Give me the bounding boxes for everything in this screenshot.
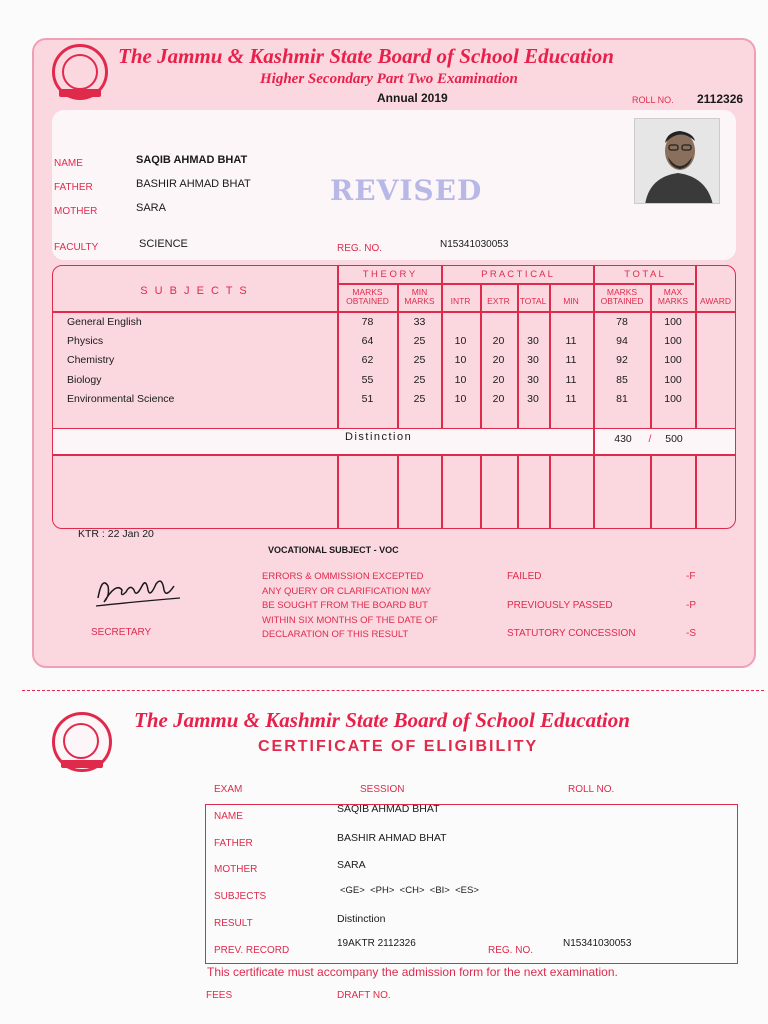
award-header: AWARD: [699, 296, 731, 306]
row-practical-total: 30: [527, 392, 539, 405]
row-practical-intr: 10: [454, 373, 467, 386]
max-marks-header: MAX MARKS: [657, 287, 689, 306]
row-theory-obtained: 62: [361, 354, 374, 367]
cert-father-label: FATHER: [214, 838, 253, 849]
row-theory-min: 25: [413, 335, 426, 348]
roll-number: 2112326: [697, 92, 744, 106]
student-name: SAQIB AHMAD BHAT: [136, 154, 248, 166]
legend-failed: FAILED: [507, 571, 542, 582]
theory-obtained-header: MARKS OBTAINED: [346, 287, 389, 306]
grand-total-slash: /: [648, 433, 652, 445]
result-distinction: Distinction: [345, 431, 413, 443]
cert-exam-label: EXAM: [214, 784, 243, 795]
father-label: FATHER: [54, 182, 93, 193]
row-total-obtained: 81: [616, 392, 628, 405]
exam-title: Higher Secondary Part Two Examination: [260, 71, 518, 87]
cert-father: BASHIR AHMAD BHAT: [337, 832, 447, 844]
cert-session-label: SESSION: [360, 784, 405, 795]
cert-reg-number: N15341030053: [563, 938, 632, 949]
revised-stamp: REVISED: [330, 174, 483, 207]
row-practical-intr: 10: [454, 392, 467, 405]
row-total-obtained: 78: [616, 316, 628, 328]
secretary-label: SECRETARY: [91, 627, 152, 638]
mother-label: MOTHER: [54, 206, 98, 217]
row-practical-total: 30: [527, 354, 539, 367]
legend-previously-passed-code: -P: [686, 600, 696, 611]
total-obtained-header: MARKS OBTAINED: [600, 287, 644, 306]
cert-subjects-label: SUBJECTS: [214, 891, 267, 902]
row-practical-min: 11: [565, 335, 577, 348]
cert-draft-label: DRAFT NO.: [337, 990, 391, 1001]
roll-label: ROLL NO.: [632, 95, 674, 105]
grand-total-max: 500: [665, 433, 683, 445]
practical-min-header: MIN: [563, 296, 579, 306]
row-theory-obtained: 64: [361, 335, 374, 348]
errors-note: ERRORS & OMMISSION EXCEPTED ANY QUERY OR CLARIFICATION MAY BE SOUGHT FROM THE BOARD BUT WITHIN SIX MONTHS OF THE DATE OF DECLARATION OF THIS RESULT: [262, 571, 438, 640]
faculty-value: SCIENCE: [139, 238, 188, 250]
row-practical-total: 30: [527, 373, 539, 386]
practical-total-header: TOTAL: [519, 296, 547, 306]
theory-min-header: MIN MARKS: [404, 287, 435, 306]
row-subject: Chemistry: [67, 354, 115, 367]
row-practical-min: 11: [565, 373, 577, 386]
theory-header: T H E O R Y: [362, 269, 416, 280]
row-theory-min: 33: [413, 316, 426, 328]
certificate-details-box: [205, 804, 738, 964]
secretary-signature: [92, 568, 184, 615]
row-total-obtained: 85: [616, 373, 628, 386]
row-total-obtained: 94: [616, 335, 628, 348]
cert-subjects: <GE> <PH> <CH> <BI> <ES>: [340, 885, 479, 896]
vocational-note: VOCATIONAL SUBJECT - VOC: [268, 545, 399, 555]
row-max-marks: 100: [664, 316, 682, 328]
perforation-line: [22, 690, 764, 691]
practical-header: P R A C T I C A L: [481, 269, 553, 280]
cert-reg-label: REG. NO.: [488, 945, 534, 956]
father-name: BASHIR AHMAD BHAT: [136, 178, 251, 190]
row-practical-extr: 20: [492, 373, 505, 386]
cert-roll-label: ROLL NO.: [568, 784, 615, 795]
row-practical-intr: 10: [454, 335, 467, 348]
extr-header: EXTR: [487, 296, 510, 306]
row-practical-total: 30: [527, 335, 539, 348]
row-theory-obtained: 78: [361, 316, 374, 328]
row-practical-extr: 20: [492, 335, 505, 348]
cert-footer-note: This certificate must accompany the admission form for the next examination.: [207, 965, 618, 979]
row-practical-min: 11: [565, 392, 577, 405]
certificate-board-title: The Jammu & Kashmir State Board of School Education: [134, 708, 630, 732]
row-practical-extr: 20: [492, 354, 505, 367]
exam-session: Annual 2019: [377, 91, 448, 105]
board-seal-logo: [52, 44, 108, 100]
cert-prev-record-label: PREV. RECORD: [214, 945, 290, 956]
row-subject: Environmental Science: [67, 392, 175, 405]
name-label: NAME: [54, 158, 83, 169]
row-theory-obtained: 51: [361, 392, 374, 405]
cert-result: Distinction: [337, 913, 386, 925]
cert-prev-record: 19AKTR 2112326: [337, 938, 416, 949]
certificate-seal-logo: [52, 712, 112, 772]
row-max-marks: 100: [664, 373, 682, 386]
row-max-marks: 100: [664, 335, 682, 348]
faculty-label: FACULTY: [54, 242, 99, 253]
row-subject: Biology: [67, 373, 102, 386]
row-theory-min: 25: [413, 392, 426, 405]
row-max-marks: 100: [664, 354, 682, 367]
row-total-obtained: 92: [616, 354, 628, 367]
total-header: T O T A L: [624, 269, 664, 280]
row-subject: General English: [67, 316, 142, 328]
cert-result-label: RESULT: [214, 918, 253, 929]
grand-total-obtained: 430: [614, 433, 632, 445]
legend-statutory-concession: STATUTORY CONCESSION: [507, 628, 636, 639]
row-theory-obtained: 55: [361, 373, 374, 386]
cert-mother-label: MOTHER: [214, 864, 258, 875]
row-theory-min: 25: [413, 354, 426, 367]
row-practical-min: 11: [565, 354, 577, 367]
cert-name-label: NAME: [214, 811, 243, 822]
legend-previously-passed: PREVIOUSLY PASSED: [507, 600, 613, 611]
cert-name: SAQIB AHMAD BHAT: [337, 803, 440, 815]
row-practical-extr: 20: [492, 392, 505, 405]
row-theory-min: 25: [413, 373, 426, 386]
cert-mother: SARA: [337, 859, 366, 871]
cert-fees-label: FEES: [206, 990, 233, 1001]
subjects-header: S U B J E C T S: [140, 285, 249, 297]
row-practical-intr: 10: [454, 354, 467, 367]
reg-label: REG. NO.: [337, 243, 383, 254]
board-title: The Jammu & Kashmir State Board of School Education: [118, 44, 614, 68]
legend-failed-code: -F: [686, 571, 696, 582]
row-subject: Physics: [67, 335, 104, 348]
student-photo: [634, 118, 720, 204]
intr-header: INTR: [450, 296, 471, 306]
reg-number: N15341030053: [440, 239, 509, 250]
certificate-title: CERTIFICATE OF ELIGIBILITY: [258, 738, 539, 755]
legend-statutory-concession-code: -S: [686, 628, 696, 639]
mother-name: SARA: [136, 202, 166, 214]
row-max-marks: 100: [664, 392, 682, 405]
ktr-date: KTR : 22 Jan 20: [78, 528, 154, 540]
